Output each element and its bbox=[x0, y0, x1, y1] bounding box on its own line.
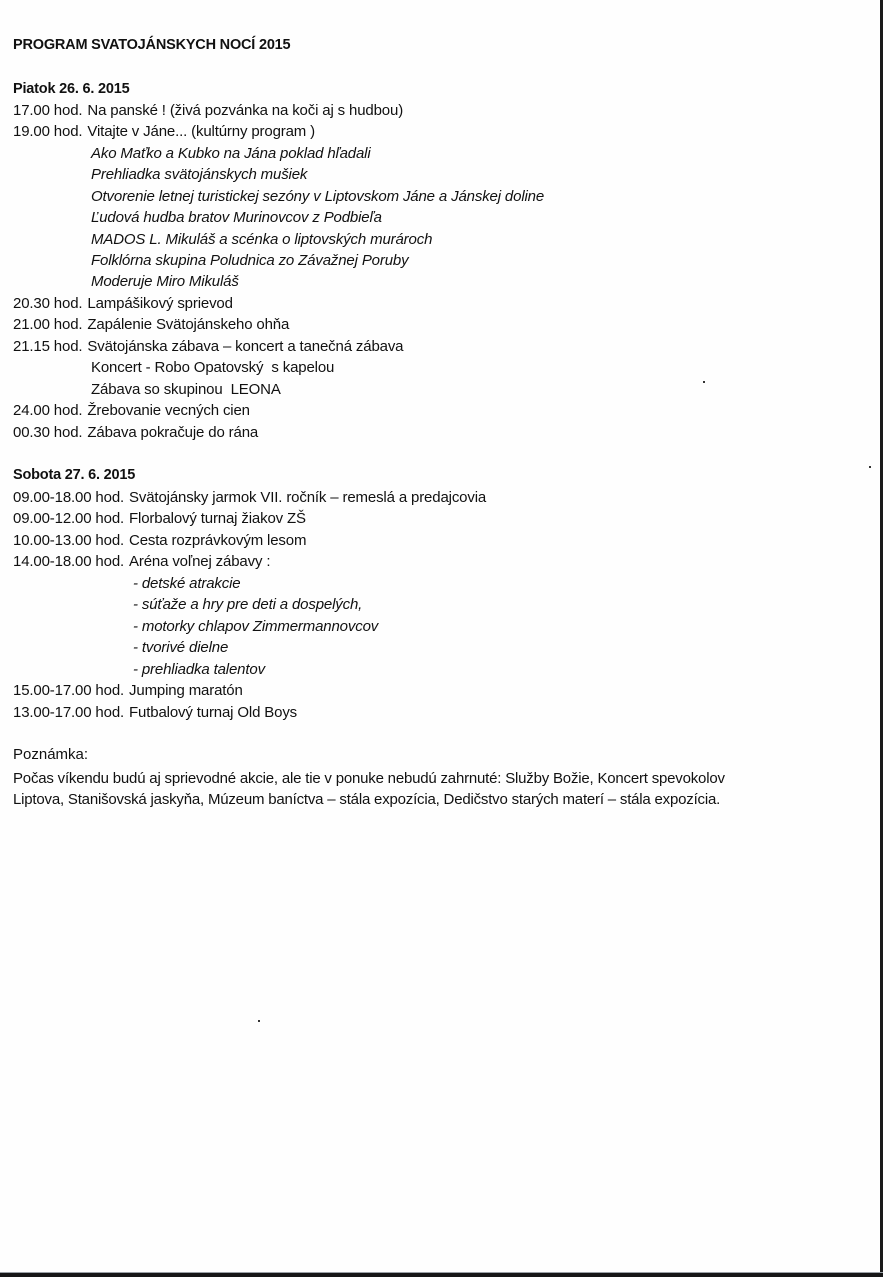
day-heading-saturday: Sobota 27. 6. 2015 bbox=[13, 467, 136, 483]
note-text: Počas víkendu budú aj sprievodné akcie, ale tie v ponuke nebudú zahrnuté: Služby Božie, Koncert spevokolov Liptova, Stanišovská jaskyňa, Múzeum baníctva – stála expozícia, Dedičstvo starých materí – stála expozícia. bbox=[13, 770, 725, 809]
day-heading-friday: Piatok 26. 6. 2015 bbox=[13, 81, 130, 97]
event-text: Futbalový turnaj Old Boys bbox=[129, 704, 298, 721]
program-item: Ako Maťko a Kubko na Jána poklad hľadali bbox=[91, 145, 371, 162]
event-time: 19.00 hod. bbox=[13, 123, 83, 140]
event-row bbox=[13, 102, 403, 119]
event-time: 14.00-18.00 hod. bbox=[13, 553, 125, 570]
event-time: 21.00 hod. bbox=[13, 316, 83, 333]
event-text: Florbalový turnaj žiakov ZŠ bbox=[129, 510, 306, 527]
program-item: Prehliadka svätojánskych mušiek bbox=[91, 166, 308, 183]
note-label: Poznámka: bbox=[13, 746, 89, 763]
scan-speck bbox=[869, 466, 871, 468]
event-text: Zábava pokračuje do rána bbox=[87, 424, 259, 441]
program-item: MADOS L. Mikuláš a scénka o liptovských murároch bbox=[91, 231, 433, 248]
event-row bbox=[13, 489, 486, 506]
event-time: 24.00 hod. bbox=[13, 402, 83, 419]
program-item: Ľudová hudba bratov Murinovcov z Podbieľa bbox=[91, 209, 382, 226]
event-text: Zapálenie Svätojánskeho ohňa bbox=[87, 316, 290, 333]
event-time: 10.00-13.00 hod. bbox=[13, 532, 125, 549]
scan-speck bbox=[703, 381, 705, 383]
program-item: Moderuje Miro Mikuláš bbox=[91, 273, 239, 290]
event-row bbox=[13, 704, 297, 721]
event-row bbox=[13, 316, 289, 333]
event-text: Cesta rozprávkovým lesom bbox=[129, 532, 307, 549]
arena-item: - prehliadka talentov bbox=[133, 661, 265, 678]
event-time: 17.00 hod. bbox=[13, 102, 83, 119]
event-time: 15.00-17.00 hod. bbox=[13, 682, 125, 699]
event-text: Lampášikový sprievod bbox=[87, 295, 233, 312]
scan-edge-bottom bbox=[0, 1273, 883, 1277]
event-row bbox=[13, 510, 306, 527]
event-text: Svätojánsky jarmok VII. ročník – remeslá a predajcovia bbox=[129, 489, 487, 506]
event-time: 21.15 hod. bbox=[13, 338, 83, 355]
event-text: Na panské ! (živá pozvánka na koči aj s hudbou) bbox=[87, 102, 404, 119]
event-row bbox=[13, 682, 243, 699]
event-text: Vitajte v Jáne... (kultúrny program ) bbox=[87, 123, 316, 140]
scan-speck bbox=[258, 1020, 260, 1022]
event-time: 20.30 hod. bbox=[13, 295, 83, 312]
event-row bbox=[13, 553, 270, 570]
event-row bbox=[13, 402, 250, 419]
program-item: Otvorenie letnej turistickej sezóny v Liptovskom Jáne a Jánskej doline bbox=[91, 188, 545, 205]
arena-item: - tvorivé dielne bbox=[133, 639, 229, 656]
event-time: 00.30 hod. bbox=[13, 424, 83, 441]
event-row bbox=[13, 123, 315, 140]
party-item: Koncert - Robo Opatovský s kapelou bbox=[91, 359, 335, 376]
event-text: Svätojánska zábava – koncert a tanečná zábava bbox=[87, 338, 404, 355]
event-row bbox=[13, 338, 403, 355]
document-title: PROGRAM SVATOJÁNSKYCH NOCÍ 2015 bbox=[13, 37, 291, 53]
arena-item: - detské atrakcie bbox=[133, 575, 241, 592]
party-item: Zábava so skupinou LEONA bbox=[91, 381, 281, 398]
event-text: Jumping maratón bbox=[129, 682, 243, 699]
event-row bbox=[13, 532, 306, 549]
arena-item: - motorky chlapov Zimmermannovcov bbox=[133, 618, 379, 635]
event-time: 13.00-17.00 hod. bbox=[13, 704, 125, 721]
event-row bbox=[13, 295, 233, 312]
event-time: 09.00-18.00 hod. bbox=[13, 489, 125, 506]
event-text: Aréna voľnej zábavy : bbox=[129, 553, 271, 570]
arena-item: - súťaže a hry pre deti a dospelých, bbox=[133, 596, 363, 613]
event-text: Žrebovanie vecných cien bbox=[87, 402, 250, 419]
event-row bbox=[13, 424, 258, 441]
program-item: Folklórna skupina Poludnica zo Závažnej Poruby bbox=[91, 252, 409, 269]
event-time: 09.00-12.00 hod. bbox=[13, 510, 125, 527]
